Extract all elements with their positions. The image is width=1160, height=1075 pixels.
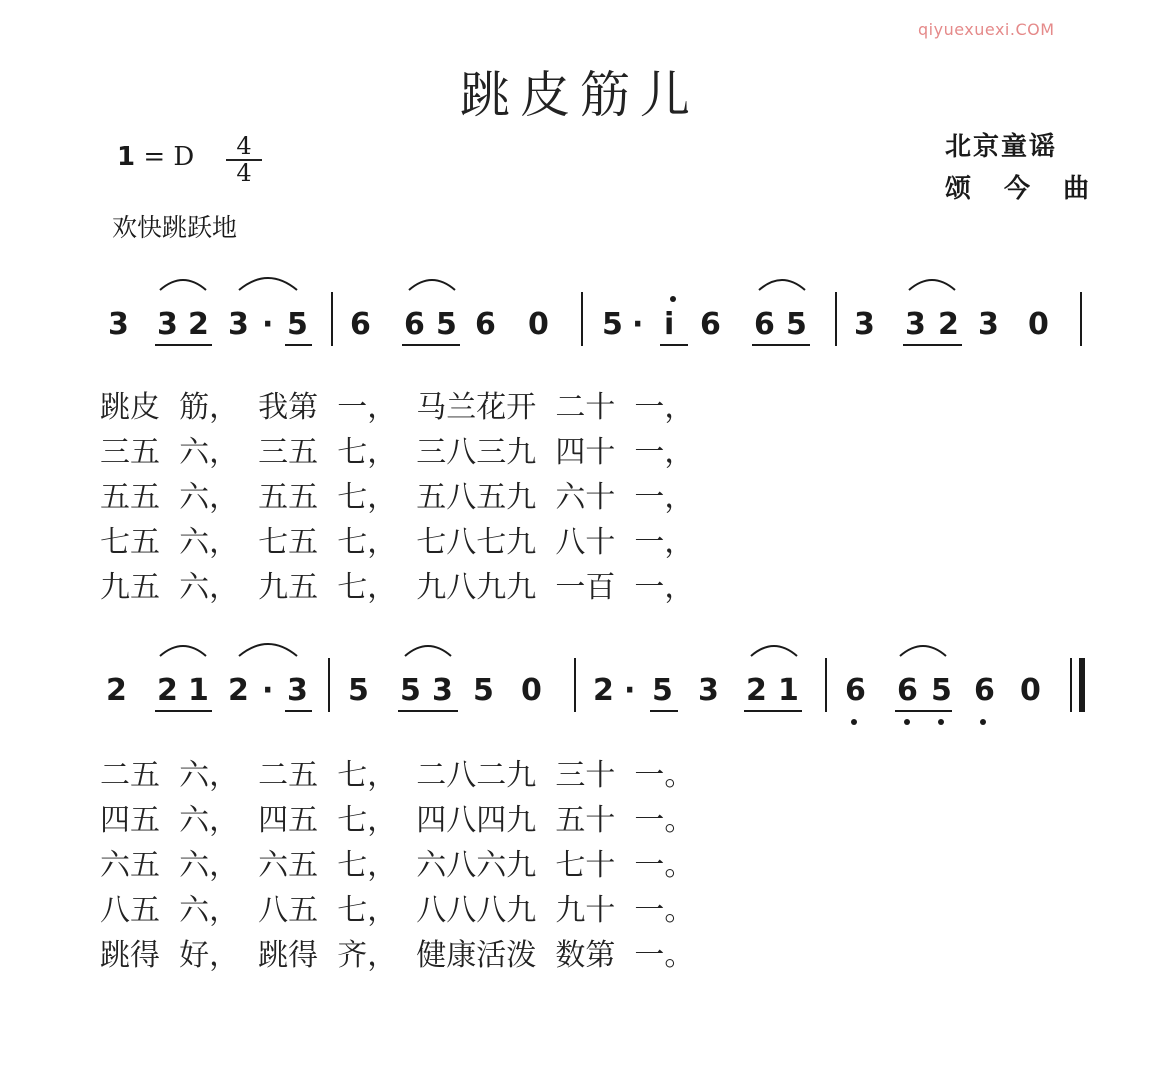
note: · xyxy=(632,307,644,342)
tempo-marking: 欢快跳跃地 xyxy=(112,213,238,242)
note: 1 xyxy=(778,673,799,708)
lyric-line: 七五 六， 七五 七， 七八七九 八十 一， xyxy=(100,525,695,560)
lyric-line: 五五 六， 五五 七， 五八五九 六十 一， xyxy=(100,480,695,515)
song-title: 跳皮筋儿 xyxy=(460,66,700,124)
lyric-line: 八五 六， 八五 七， 八八八九 九十 一。 xyxy=(100,893,695,928)
note: 0 xyxy=(1020,673,1041,708)
lyric-line: 跳得 好， 跳得 齐， 健康活泼 数第 一。 xyxy=(100,938,695,973)
lyric-line: 二五 六， 二五 七， 二八二九 三十 一。 xyxy=(100,758,695,793)
note: 2 xyxy=(106,673,127,708)
note: 3 xyxy=(905,307,926,342)
note: 5 xyxy=(786,307,807,342)
lyric-line: 跳皮 筋， 我第 一， 马兰花开 二十 一， xyxy=(100,390,695,425)
note: i xyxy=(664,307,675,342)
note: 5 xyxy=(436,307,457,342)
note: 5 xyxy=(931,673,952,708)
lyric-line: 九五 六， 九五 七， 九八九九 一百 一， xyxy=(100,570,695,605)
note: 5 xyxy=(287,307,308,342)
note: 6 xyxy=(700,307,721,342)
note: · xyxy=(262,673,274,708)
note: 2 xyxy=(157,673,178,708)
note: 3 xyxy=(157,307,178,342)
note: 5 xyxy=(652,673,673,708)
note: 3 xyxy=(978,307,999,342)
note: 3 xyxy=(698,673,719,708)
composer-credit: 颂 今 曲 xyxy=(945,174,1102,204)
note: 0 xyxy=(528,307,549,342)
note: 5 xyxy=(348,673,369,708)
note: 3 xyxy=(854,307,875,342)
note: 2 xyxy=(593,673,614,708)
note: · xyxy=(262,307,274,342)
note: · xyxy=(624,673,636,708)
note: 0 xyxy=(521,673,542,708)
time-signature: 4 4 xyxy=(226,134,262,185)
system-1-notes xyxy=(108,307,1049,342)
note: 6 xyxy=(845,673,866,708)
note: 0 xyxy=(1028,307,1049,342)
note: 6 xyxy=(754,307,775,342)
note: 3 xyxy=(432,673,453,708)
note: 6 xyxy=(897,673,918,708)
lyricist-credit: 北京童谣 xyxy=(945,132,1058,162)
lyric-line: 三五 六， 三五 七， 三八三九 四十 一， xyxy=(100,435,695,470)
key-signature: 1 = D xyxy=(117,142,195,172)
note: 3 xyxy=(108,307,129,342)
note: 2 xyxy=(746,673,767,708)
note: 5 xyxy=(473,673,494,708)
note: 6 xyxy=(350,307,371,342)
system-2-notes xyxy=(106,673,1041,708)
note: 3 xyxy=(228,307,249,342)
note: 6 xyxy=(475,307,496,342)
note: 2 xyxy=(228,673,249,708)
note: 3 xyxy=(287,673,308,708)
note: 5 xyxy=(400,673,421,708)
note: 6 xyxy=(404,307,425,342)
lyric-line: 六五 六， 六五 七， 六八六九 七十 一。 xyxy=(100,848,695,883)
note: 2 xyxy=(188,307,209,342)
note: 6 xyxy=(974,673,995,708)
note: 5 xyxy=(602,307,623,342)
note: 1 xyxy=(188,673,209,708)
lyric-line: 四五 六， 四五 七， 四八四九 五十 一。 xyxy=(100,803,695,838)
note: 2 xyxy=(938,307,959,342)
watermark: qiyuexuexi.COM xyxy=(918,20,1055,39)
